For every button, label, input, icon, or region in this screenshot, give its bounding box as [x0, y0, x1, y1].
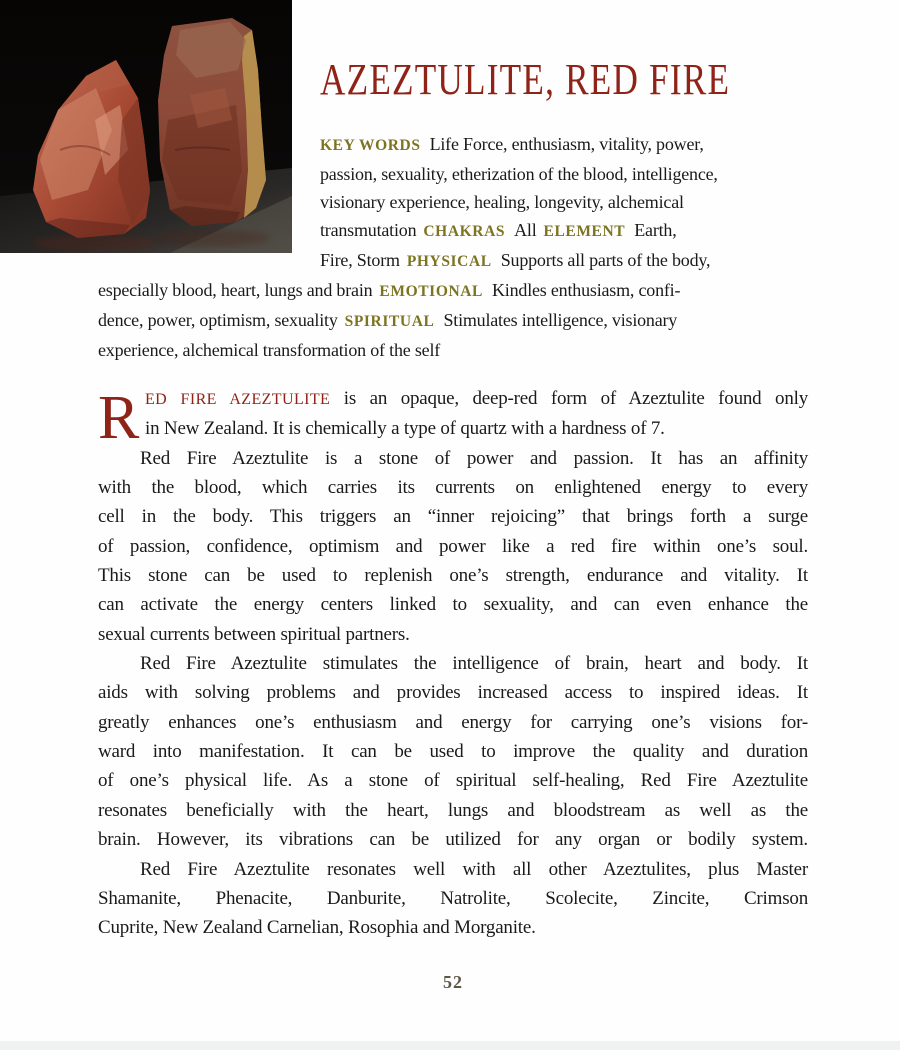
keyword-label: PHYSICAL [406, 253, 492, 270]
body-line: of passion, confidence, optimism and power like a red fire within one’s soul. [98, 535, 808, 557]
body-line: This stone can be used to replenish one’s strength, endurance and vitality. It [98, 565, 808, 587]
keywords-line [98, 188, 810, 216]
keywords-line [98, 160, 810, 188]
keywords-line [98, 306, 810, 336]
body-line: sexual currents between spiritual partners. [98, 623, 410, 645]
drop-cap: R [98, 384, 140, 452]
keywords-block [98, 130, 810, 364]
keyword-text: especially blood, heart, lungs and brain [98, 280, 373, 300]
body-line: Shamanite, Phenacite, Danburite, Natrolite, Scolecite, Zincite, Crimson [98, 887, 808, 909]
paragraph [98, 384, 809, 452]
body-line [98, 384, 808, 414]
keyword-text: Supports all parts of the body, [500, 250, 711, 270]
body-line: resonates beneficially with the heart, lungs and bloodstream as well as the [98, 799, 808, 821]
paragraph [98, 444, 808, 649]
keyword-text: passion, sexuality, etherization of the blood, intelligence, [320, 164, 718, 184]
keyword-text: Fire, Storm [320, 250, 400, 270]
body-line: with the blood, which carries its currents on enlightened energy to every [98, 477, 808, 499]
body-line: ward into manifestation. It can be used to improve the quality and duration [98, 741, 808, 763]
page-title: AZEZTULITE, RED FIRE [320, 55, 731, 104]
body-line: Cuprite, New Zealand Carnelian, Rosophia and Morganite. [98, 917, 536, 939]
keyword-label: CHAKRAS [423, 223, 506, 240]
body-line: can activate the energy centers linked to sexuality, and can even enhance the [98, 594, 808, 616]
keyword-text: Stimulates intelligence, visionary [443, 310, 678, 330]
lead-small-caps: ED FIRE AZEZTULITE [145, 391, 331, 408]
keyword-label: SPIRITUAL [344, 313, 435, 330]
body-line: in New Zealand. It is chemically a type of quartz with a hardness of 7. [145, 418, 665, 440]
keyword-label: KEY WORDS [320, 137, 421, 154]
keyword-text: All [514, 220, 537, 240]
keywords-line [98, 246, 810, 276]
body-line: greatly enhances one’s enthusiasm and energy for carrying one’s visions for- [98, 711, 808, 733]
keyword-text: experience, alchemical transformation of the self [98, 340, 441, 360]
keywords-line [98, 216, 810, 246]
body-block [98, 384, 808, 943]
body-line: aids with solving problems and provides increased access to inspired ideas. It [98, 682, 808, 704]
keyword-text: visionary experience, healing, longevity, alchemical [320, 192, 684, 212]
body-line: cell in the body. This triggers an “inner rejoicing” that brings forth a surge [98, 506, 808, 528]
keyword-label: ELEMENT [543, 223, 626, 240]
keyword-text: Earth, [634, 220, 677, 240]
paragraph [98, 855, 808, 943]
keywords-line [98, 276, 810, 306]
keyword-text: dence, power, optimism, sexuality [98, 310, 338, 330]
page-number: 52 [443, 972, 463, 992]
keyword-text: Kindles enthusiasm, confi- [492, 280, 681, 300]
body-line: of one’s physical life. As a stone of spiritual self-healing, Red Fire Azeztulite [98, 770, 808, 792]
body-line: Red Fire Azeztulite resonates well with all other Azeztulites, plus Master [140, 858, 808, 880]
keyword-text: Life Force, enthusiasm, vitality, power, [429, 134, 704, 154]
body-line: Red Fire Azeztulite is a stone of power and passion. It has an affinity [140, 447, 808, 469]
keywords-line [98, 336, 810, 364]
paragraph [98, 649, 808, 854]
keywords-line [98, 130, 810, 160]
body-line: brain. However, its vibrations can be utilized for any organ or bodily system. [98, 829, 808, 851]
body-line: Red Fire Azeztulite stimulates the intelligence of brain, heart and body. It [140, 653, 808, 675]
body-text: is an opaque, deep-red form of Azeztulite found only [330, 388, 809, 409]
page-bottom-edge [0, 1041, 900, 1050]
keyword-text: transmutation [320, 220, 417, 240]
keyword-label: EMOTIONAL [379, 283, 483, 300]
